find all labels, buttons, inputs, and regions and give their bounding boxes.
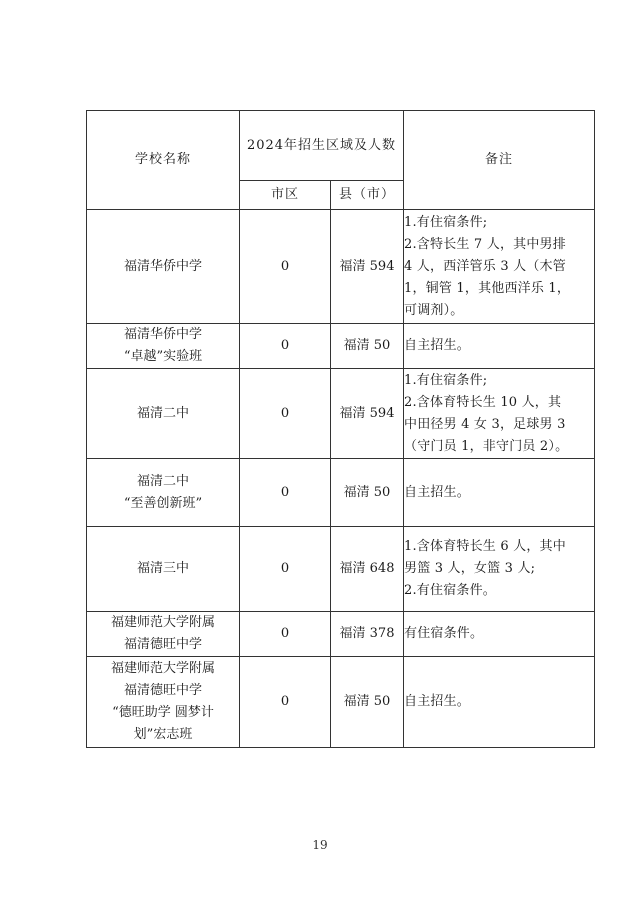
school-name-cell [87,612,240,657]
school-name-line: 福清二中 [136,405,189,421]
school-name-cell [87,324,240,369]
school-name-cell [87,210,240,324]
school-name-line: 福建师范大学附属 [110,615,215,630]
remarks-line: 有住宿条件。 [404,626,484,641]
school-name-line: 福清三中 [136,561,189,576]
remarks-line: 2.含体育特长生 10 人，其 [404,394,562,410]
remarks-cell [404,369,595,459]
school-name-cell [87,657,240,748]
school-name-line: “德旺助学 圆梦计 [112,705,214,720]
header-region: 2024年招生区域及人数 [240,111,404,181]
county-quota-cell: 福清 50 [331,324,404,369]
header-county: 县（市） [331,181,404,210]
city-quota-cell: 0 [240,324,331,369]
header-remarks: 备注 [404,111,595,210]
table-row [87,369,595,459]
remarks-cell [404,210,595,324]
remarks-line: 1.有住宿条件; [404,214,488,230]
remarks-cell [404,527,595,612]
city-quota-cell: 0 [240,210,331,324]
remarks-cell [404,324,595,369]
remarks-line: 自主招生。 [404,338,471,353]
remarks-line: 2.有住宿条件。 [404,583,497,598]
school-name-cell [87,459,240,527]
remarks-cell [404,612,595,657]
school-name-cell [87,369,240,459]
county-quota-cell: 福清 594 [331,210,404,324]
county-quota-cell: 福清 648 [331,527,404,612]
remarks-line: 男篮 3 人，女篮 3 人; [404,561,536,576]
remarks-line: 4 人，西洋管乐 3 人（木管 [404,258,566,274]
county-quota-cell: 福清 378 [331,612,404,657]
school-name-cell [87,527,240,612]
remarks-cell [404,657,595,748]
remarks-line: 自主招生。 [404,484,471,500]
table-row [87,324,595,369]
page-number: 19 [312,838,328,852]
remarks-line: 1.含体育特长生 6 人，其中 [404,539,566,554]
remarks-cell [404,459,595,527]
school-name-line: 福清华侨中学 [123,327,202,342]
county-quota-cell: 福清 594 [331,369,404,459]
remarks-line: 中田径男 4 女 3，足球男 3 [404,416,566,432]
city-quota-cell: 0 [240,527,331,612]
school-name-line: 福建师范大学附属 [110,661,215,676]
remarks-line: 1，铜管 1，其他西洋乐 1， [404,280,571,296]
enrollment-table [86,110,595,748]
table-row [87,657,595,748]
school-name-line: 福清德旺中学 [123,637,202,652]
city-quota-cell: 0 [240,612,331,657]
school-name-line: 划”宏志班 [133,727,193,742]
header-row [87,111,595,181]
school-name-line: 福清二中 [136,473,189,489]
header-school: 学校名称 [87,111,240,210]
county-quota-cell: 福清 50 [331,459,404,527]
school-name-line: “至善创新班” [123,495,203,511]
table-row [87,210,595,324]
city-quota-cell: 0 [240,369,331,459]
school-name-line: 福清德旺中学 [123,683,202,698]
remarks-line: 2.含特长生 7 人，其中男排 [404,236,566,252]
school-name-line: 福清华侨中学 [123,258,202,274]
city-quota-cell: 0 [240,657,331,748]
remarks-line: 自主招生。 [404,694,471,709]
remarks-line: 可调剂）。 [404,302,464,318]
remarks-line: （守门员 1，非守门员 2）。 [404,438,569,454]
table-row [87,612,595,657]
city-quota-cell: 0 [240,459,331,527]
header-city: 市区 [240,181,331,210]
table-row [87,459,595,527]
table-row [87,527,595,612]
county-quota-cell: 福清 50 [331,657,404,748]
remarks-line: 1.有住宿条件; [404,372,488,388]
school-name-line: “卓越”实验班 [123,349,203,364]
